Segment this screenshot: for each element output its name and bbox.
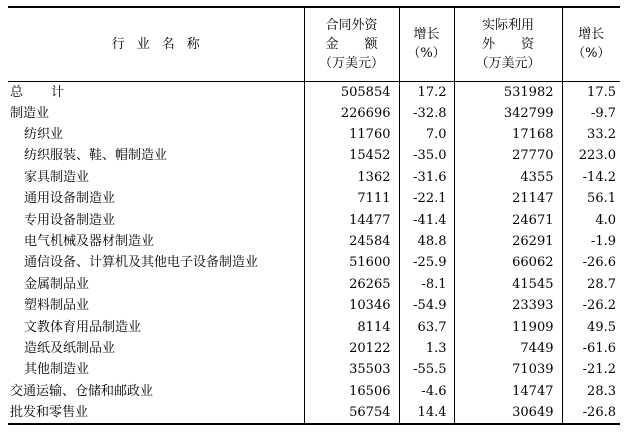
row-industry-name: 批发和零售业	[10, 404, 89, 420]
row-actual-growth: -26.8	[562, 402, 620, 424]
row-contract-growth: -31.6	[399, 167, 454, 188]
row-actual-value: 7449	[454, 338, 562, 359]
row-contract-growth: -25.9	[399, 252, 454, 273]
row-industry-name: 纺织服装、鞋、帽制造业	[24, 148, 168, 164]
header-row	[8, 7, 620, 81]
row-actual-value: 24671	[454, 209, 562, 230]
row-actual-value: 27770	[454, 145, 562, 166]
row-actual-growth: 33.2	[562, 124, 620, 145]
table-row	[8, 338, 620, 359]
row-contract-growth: -8.1	[399, 274, 454, 295]
row-actual-value: 4355	[454, 167, 562, 188]
row-actual-value: 11909	[454, 316, 562, 337]
row-contract-growth: 1.3	[399, 338, 454, 359]
row-actual-growth: 223.0	[562, 145, 620, 166]
row-actual-value: 30649	[454, 402, 562, 424]
row-contract-growth: 7.0	[399, 124, 454, 145]
row-industry-name: 总计	[10, 84, 93, 100]
table-row	[8, 359, 620, 380]
table-row	[8, 103, 620, 124]
row-contract-value: 56754	[304, 402, 399, 424]
table-row	[8, 145, 620, 166]
row-actual-growth: 4.0	[562, 209, 620, 230]
row-industry-name: 制造业	[10, 105, 50, 121]
row-contract-value: 505854	[304, 81, 399, 103]
row-actual-value: 66062	[454, 252, 562, 273]
table-row	[8, 81, 620, 103]
row-actual-growth: -21.2	[562, 359, 620, 380]
header-contract-line-2: 金 额	[325, 36, 378, 52]
row-industry-name: 交通运输、仓储和邮政业	[10, 383, 154, 399]
row-industry-name: 电气机械及器材制造业	[24, 234, 155, 250]
table-header	[8, 7, 620, 81]
row-actual-growth: -26.2	[562, 295, 620, 316]
table-row	[8, 402, 620, 424]
row-industry-name: 塑料制品业	[24, 298, 90, 314]
row-contract-growth: 48.8	[399, 231, 454, 252]
header-contract-amount	[304, 7, 399, 81]
row-actual-value: 531982	[454, 81, 562, 103]
header-growth1-line-2: （%）	[407, 46, 446, 62]
row-contract-value: 11760	[304, 124, 399, 145]
row-contract-value: 10346	[304, 295, 399, 316]
row-contract-growth: 63.7	[399, 316, 454, 337]
row-actual-value: 71039	[454, 359, 562, 380]
row-contract-growth: -35.0	[399, 145, 454, 166]
row-actual-growth: -61.6	[562, 338, 620, 359]
row-contract-value: 7111	[304, 188, 399, 209]
table-row	[8, 209, 620, 230]
table-row	[8, 188, 620, 209]
header-actual-line-1: 实际利用	[481, 17, 534, 33]
row-industry-name: 纺织业	[24, 127, 64, 143]
header-growth2-line-1: 增长	[578, 27, 605, 43]
row-actual-growth: 28.3	[562, 381, 620, 402]
row-industry-name: 金属制品业	[24, 276, 90, 292]
table-row	[8, 167, 620, 188]
row-actual-growth: -14.2	[562, 167, 620, 188]
row-actual-value: 41545	[454, 274, 562, 295]
row-contract-value: 8114	[304, 316, 399, 337]
row-industry-name: 家具制造业	[24, 169, 90, 185]
row-contract-value: 51600	[304, 252, 399, 273]
header-actual-utilized	[454, 7, 562, 81]
row-actual-value: 26291	[454, 231, 562, 252]
row-actual-value: 342799	[454, 103, 562, 124]
row-actual-value: 21147	[454, 188, 562, 209]
header-growth-actual	[562, 7, 620, 81]
table-row	[8, 295, 620, 316]
row-actual-growth: -9.7	[562, 103, 620, 124]
table-row	[8, 124, 620, 145]
row-actual-growth: 17.5	[562, 81, 620, 103]
row-contract-growth: -54.9	[399, 295, 454, 316]
header-industry-name: 行业名称	[111, 36, 212, 52]
header-actual-line-3: （万美元）	[475, 55, 541, 71]
row-contract-value: 1362	[304, 167, 399, 188]
table-row	[8, 274, 620, 295]
row-industry-name: 文教体育用品制造业	[24, 319, 142, 335]
row-contract-value: 226696	[304, 103, 399, 124]
row-industry-name: 专用设备制造业	[24, 212, 116, 228]
row-actual-value: 23393	[454, 295, 562, 316]
row-contract-value: 35503	[304, 359, 399, 380]
row-industry-name: 造纸及纸制品业	[24, 340, 116, 356]
row-contract-value: 24584	[304, 231, 399, 252]
row-actual-growth: 56.1	[562, 188, 620, 209]
row-industry-name: 通用设备制造业	[24, 191, 116, 207]
row-contract-value: 14477	[304, 209, 399, 230]
row-contract-growth: -22.1	[399, 188, 454, 209]
row-contract-growth: 17.2	[399, 81, 454, 103]
row-contract-value: 16506	[304, 381, 399, 402]
header-growth1-line-1: 增长	[413, 27, 440, 43]
row-actual-growth: -26.6	[562, 252, 620, 273]
header-contract-line-3: （万美元）	[318, 55, 384, 71]
row-actual-growth: 49.5	[562, 316, 620, 337]
table-body	[8, 81, 620, 424]
row-industry-name: 其他制造业	[24, 362, 90, 378]
row-contract-value: 20122	[304, 338, 399, 359]
header-actual-line-2: 外 资	[481, 36, 534, 52]
header-growth-contract	[399, 7, 454, 81]
row-contract-growth: 14.4	[399, 402, 454, 424]
row-contract-growth: -41.4	[399, 209, 454, 230]
table-row	[8, 381, 620, 402]
row-actual-value: 14747	[454, 381, 562, 402]
row-actual-growth: -1.9	[562, 231, 620, 252]
row-actual-value: 17168	[454, 124, 562, 145]
row-industry-name: 通信设备、计算机及其他电子设备制造业	[24, 255, 259, 271]
table-row	[8, 252, 620, 273]
row-contract-growth: -55.5	[399, 359, 454, 380]
header-growth2-line-2: （%）	[572, 46, 611, 62]
row-contract-value: 15452	[304, 145, 399, 166]
row-actual-growth: 28.7	[562, 274, 620, 295]
row-contract-value: 26265	[304, 274, 399, 295]
row-contract-growth: -4.6	[399, 381, 454, 402]
row-contract-growth: -32.8	[399, 103, 454, 124]
header-contract-line-1: 合同外资	[325, 17, 378, 33]
table-row	[8, 316, 620, 337]
industry-investment-table	[8, 6, 620, 425]
table-row	[8, 231, 620, 252]
